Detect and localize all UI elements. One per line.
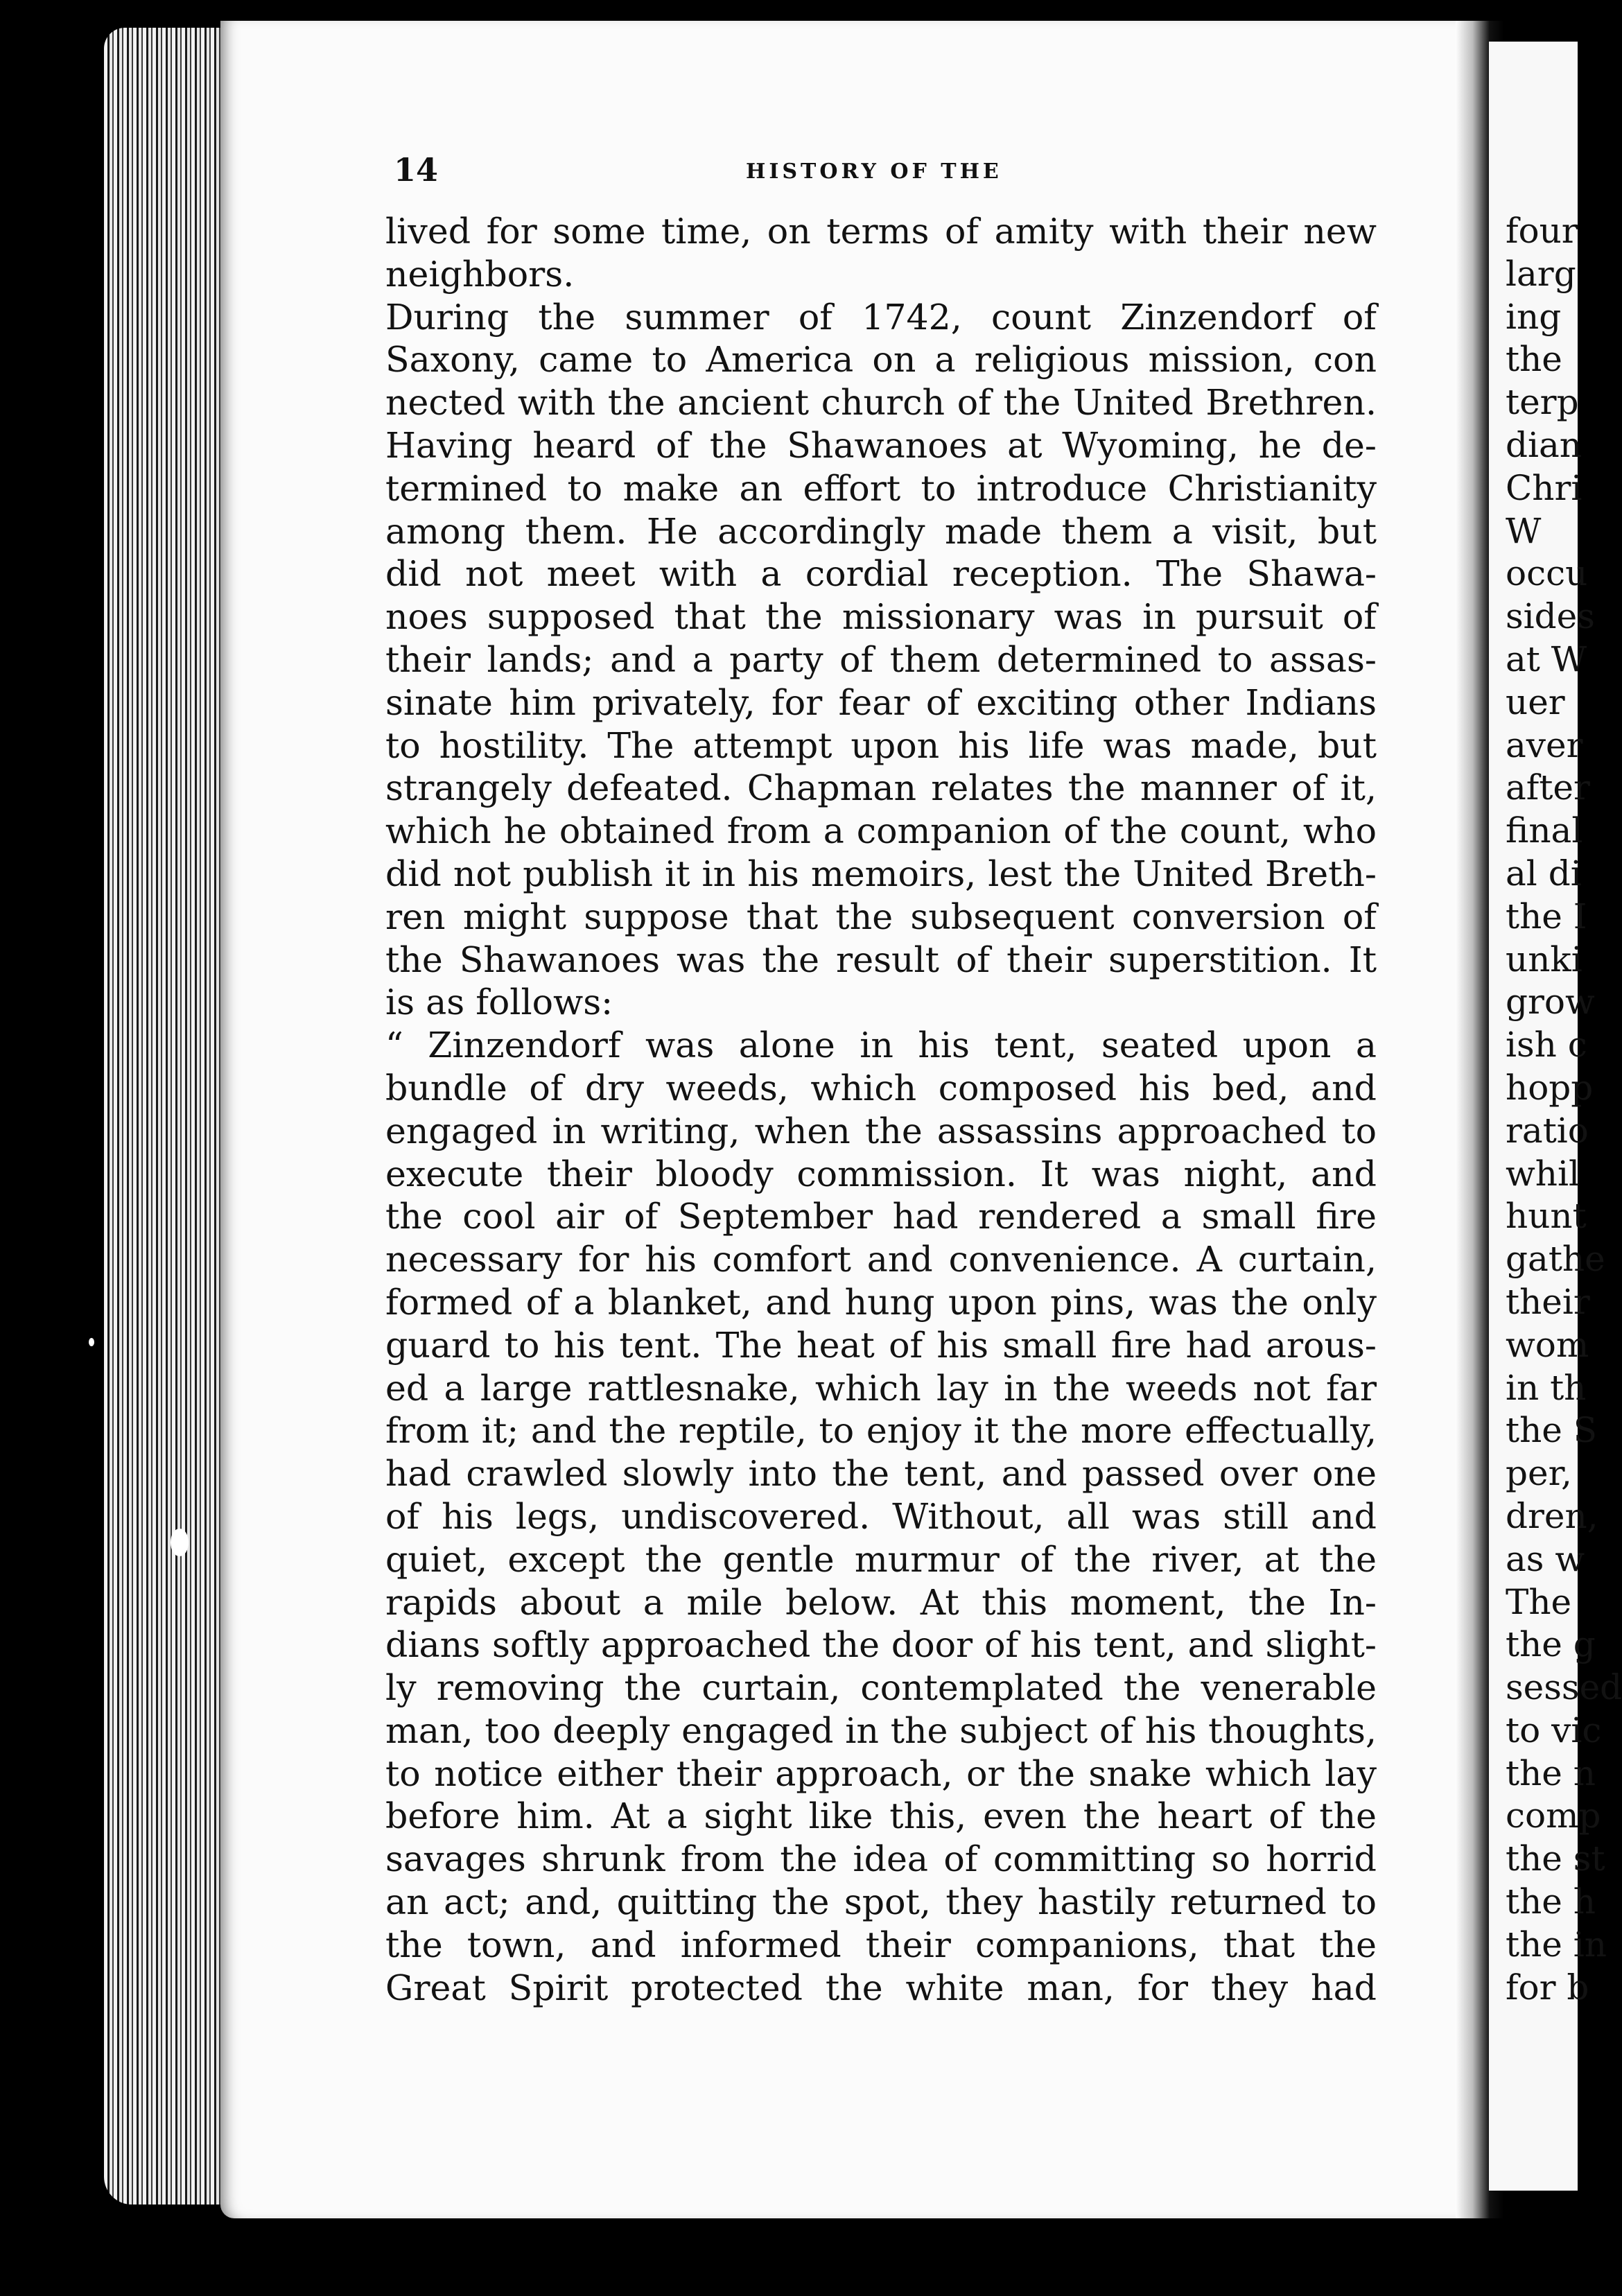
text-line: from it; and the reptile, to enjoy it the more effectually, (385, 1410, 1377, 1452)
facing-text-fragment: final (1506, 810, 1583, 851)
text-line: formed of a blanket, and hung upon pins, was the only (385, 1281, 1377, 1323)
text-line: quiet, except the gentle murmur of the river, at the (385, 1538, 1377, 1580)
text-line: Having heard of the Shawanoes at Wyoming, he de- (385, 424, 1377, 466)
facing-text-fragment: the in (1506, 1924, 1607, 1965)
text-line: lived for some time, on terms of amity with their new (385, 211, 1377, 252)
text-line: ly removing the curtain, contemplated the venerable (385, 1667, 1377, 1709)
text-line: savages shrunk from the idea of committing so horrid (385, 1838, 1377, 1880)
text-line: engaged in writing, when the assassins approached to (385, 1110, 1377, 1151)
text-line: noes supposed that the missionary was in pursuit of (385, 596, 1377, 638)
facing-text-fragment: The (1506, 1581, 1572, 1622)
text-line: of his legs, undiscovered. Without, all was still and (385, 1495, 1377, 1537)
facing-text-fragment: the S (1506, 1410, 1598, 1451)
facing-text-fragment: ratio (1506, 1110, 1589, 1151)
facing-text-fragment: occu (1506, 553, 1588, 594)
text-line: termined to make an effort to introduce Christianity (385, 467, 1377, 509)
text-line: Saxony, came to America on a religious mission, con (385, 339, 1377, 381)
text-line: neighbors. (385, 253, 575, 295)
text-line: necessary for his comfort and convenience. A curtain, (385, 1239, 1377, 1280)
facing-text-fragment: the g (1506, 1624, 1596, 1665)
facing-text-fragment: ish c (1506, 1025, 1587, 1066)
facing-text-fragment: aver (1506, 724, 1583, 765)
facing-text-fragment: the I (1506, 896, 1587, 937)
facing-text-fragment: unki (1506, 939, 1582, 980)
facing-text-fragment: to vic (1506, 1710, 1602, 1750)
text-line: “ Zinzendorf was alone in his tent, seated upon a (385, 1025, 1377, 1066)
text-line: sinate him privately, for fear of exciting other Indians (385, 681, 1377, 723)
text-line: During the summer of 1742, count Zinzendorf of (385, 296, 1377, 338)
text-line: the Shawanoes was the result of their superstition. It (385, 939, 1377, 980)
facing-text-fragment: dren, (1506, 1495, 1598, 1536)
facing-text-fragment: hopp (1506, 1067, 1594, 1108)
facing-text-fragment: four (1506, 211, 1578, 251)
facing-text-fragment: comp (1506, 1795, 1601, 1836)
text-line: nected with the ancient church of the United Brethren. (385, 382, 1377, 424)
text-line: the town, and informed their companions, that the (385, 1924, 1377, 1965)
facing-text-fragment: grow (1506, 982, 1595, 1023)
facing-text-fragment: sides (1506, 596, 1595, 637)
text-line: to notice either their approach, or the snake which lay (385, 1753, 1377, 1794)
facing-text-fragment: after (1506, 767, 1590, 808)
body-text (385, 210, 1377, 2009)
text-line: ed a large rattlesnake, which lay in the weeds not far (385, 1367, 1377, 1409)
text-line: Great Spirit protected the white man, for they had (385, 1967, 1377, 2008)
facing-text-fragment: ing (1506, 296, 1562, 337)
facing-text-fragment: at W (1506, 638, 1587, 679)
text-line: among them. He accordingly made them a visit, but (385, 510, 1377, 552)
facing-text-fragment: for b (1506, 1967, 1589, 2008)
text-line: their lands; and a party of them determined to assas- (385, 638, 1377, 680)
text-line: an act; and, quitting the spot, they hastily returned to (385, 1881, 1377, 1923)
facing-text-fragment: dian (1506, 424, 1582, 465)
text-line: which he obtained from a companion of the count, who (385, 810, 1377, 852)
text-line: the cool air of September had rendered a small fire (385, 1196, 1377, 1237)
text-line: bundle of dry weeds, which composed his bed, and (385, 1067, 1377, 1108)
facing-text-fragment: whil (1506, 1153, 1580, 1194)
text-line: guard to his tent. The heat of his small fire had arous- (385, 1324, 1377, 1366)
facing-text-fragment: gathe (1506, 1239, 1605, 1280)
facing-page (1489, 42, 1622, 2191)
facing-text-fragment: the (1506, 339, 1562, 380)
facing-text-fragment: the h (1506, 1881, 1596, 1922)
facing-text-fragment: sessed (1506, 1667, 1622, 1708)
page-number: 14 (394, 151, 439, 189)
text-line: strangely defeated. Chapman relates the manner of it, (385, 767, 1377, 809)
running-head: HISTORY OF THE (746, 159, 1002, 184)
text-line: had crawled slowly into the tent, and passed over one (385, 1453, 1377, 1495)
facing-text-fragment: al di (1506, 853, 1582, 894)
text-line: before him. At a sight like this, even the heart of the (385, 1795, 1377, 1837)
book-page-edges (104, 28, 229, 2204)
facing-text-fragment: hunt (1506, 1196, 1587, 1237)
scan-speck (171, 1529, 189, 1556)
facing-text-fragment: terp (1506, 382, 1579, 423)
facing-text-fragment: their (1506, 1281, 1590, 1322)
facing-text-fragment: wom (1506, 1324, 1589, 1365)
text-line: dians softly approached the door of his tent, and slight- (385, 1624, 1377, 1666)
text-line: did not meet with a cordial reception. The Shawa- (385, 553, 1377, 595)
facing-page-text (1489, 210, 1622, 2009)
facing-text-fragment: per, (1506, 1453, 1572, 1494)
text-line: ren might suppose that the subsequent conversion of (385, 896, 1377, 937)
text-line: is as follows: (385, 982, 613, 1023)
facing-text-fragment: W (1506, 510, 1542, 551)
text-line: rapids about a mile below. At this moment, the In- (385, 1581, 1377, 1623)
scan-speck (89, 1338, 94, 1346)
text-line: man, too deeply engaged in the subject of his thoughts, (385, 1710, 1377, 1751)
facing-text-fragment: the n (1506, 1753, 1596, 1793)
text-line: to hostility. The attempt upon his life was made, but (385, 724, 1377, 766)
text-line: did not publish it in his memoirs, lest the United Breth- (385, 853, 1377, 894)
facing-text-fragment: the st (1506, 1838, 1605, 1879)
facing-text-fragment: as w (1506, 1538, 1585, 1579)
page-header (394, 151, 1045, 193)
text-line: execute their bloody commission. It was night, and (385, 1153, 1377, 1194)
facing-text-fragment: Chri (1506, 467, 1582, 508)
facing-text-fragment: uer (1506, 681, 1565, 722)
facing-text-fragment: in th (1506, 1367, 1587, 1408)
facing-text-fragment: larg (1506, 253, 1576, 294)
